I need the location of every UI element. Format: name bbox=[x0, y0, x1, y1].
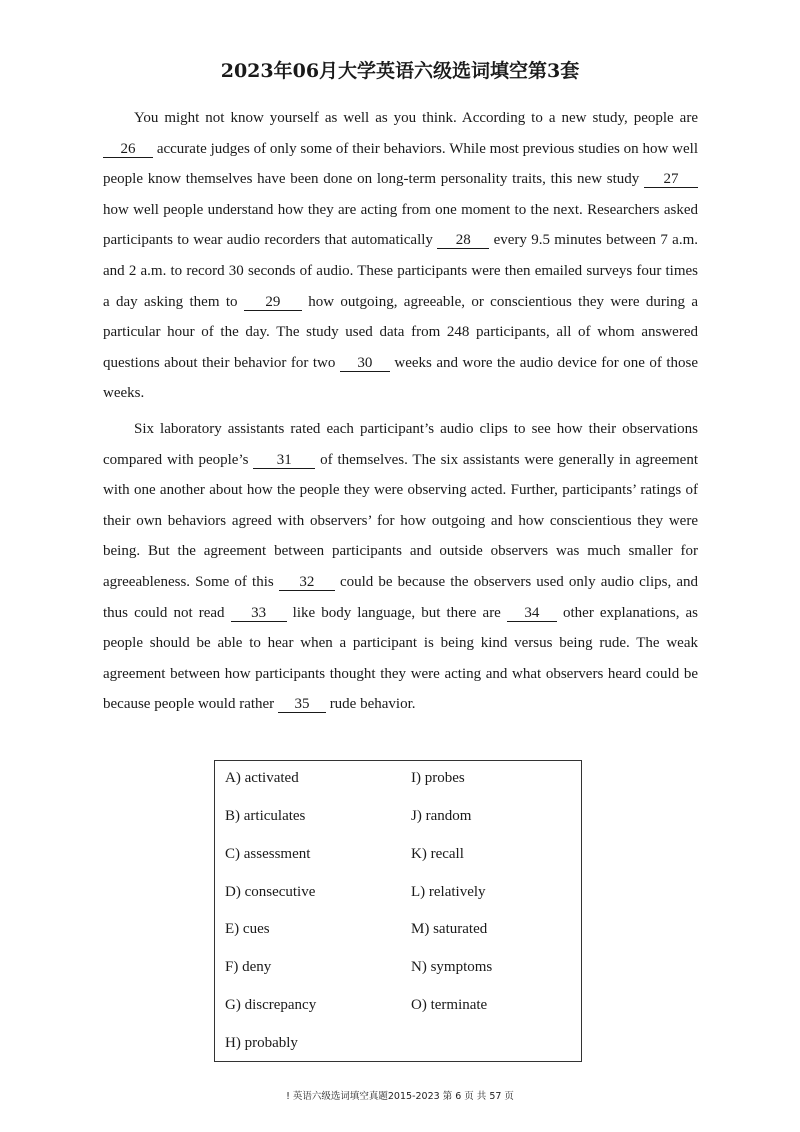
option-d: D) consecutive bbox=[225, 884, 316, 900]
passage-text: You might not know yourself as well as you think. According to a new study, people are bbox=[134, 110, 698, 126]
option-n: N) symptoms bbox=[411, 959, 493, 975]
option-j: J) random bbox=[411, 808, 472, 824]
option-m: M) saturated bbox=[411, 921, 488, 937]
option-l: L) relatively bbox=[411, 884, 486, 900]
passage-text: every 9.5 minutes between 7 a.m. and 2 a.m. to record 30 seconds of audio. These participants were then emailed surveys four times a day asking them to bbox=[103, 232, 698, 310]
word-bank bbox=[214, 760, 582, 1062]
page-footer: ! 英语六级选词填空真题2015-2023 第 6 页 共 57 页 bbox=[286, 1091, 514, 1102]
option-b: B) articulates bbox=[225, 808, 306, 824]
passage-paragraph-2 bbox=[103, 414, 698, 720]
blank-28: 28 bbox=[437, 232, 489, 249]
blank-33: 33 bbox=[231, 605, 287, 622]
option-e: E) cues bbox=[225, 921, 270, 937]
passage-text: weeks and wore the audio device for one of those weeks. bbox=[103, 354, 698, 402]
blank-29: 29 bbox=[244, 294, 302, 311]
option-c: C) assessment bbox=[225, 846, 311, 862]
option-i: I) probes bbox=[411, 770, 465, 786]
blank-34: 34 bbox=[507, 605, 557, 622]
option-a: A) activated bbox=[225, 770, 299, 786]
blank-27: 27 bbox=[644, 171, 698, 188]
passage-text: how well people understand how they are acting from one moment to the next. Researchers asked participants to wear audio recorders that automatically bbox=[103, 201, 698, 249]
blank-30: 30 bbox=[340, 355, 390, 372]
page-title: 2023年06月大学英语六级选词填空第3套 bbox=[220, 60, 580, 82]
passage-text: like body language, but there are bbox=[286, 604, 507, 621]
blank-31: 31 bbox=[253, 452, 315, 469]
passage-text: other explanations, as people should be able to hear when a participant is being kind versus being rude. The weak agreement between how participants thought they were acting and what observers heard could be because people would rather bbox=[103, 604, 699, 713]
passage-text: of themselves. The six assistants were generally in agreement with one another about how the people they were observing acted. Further, participants’ ratings of their own behaviors agreed with observers’ for how outgoing and how conscientious they were being. But the agreement between participants and outside observers was much smaller for agreeableness. Some of this bbox=[103, 451, 698, 590]
blank-32: 32 bbox=[279, 574, 335, 591]
option-f: F) deny bbox=[225, 959, 272, 975]
passage-text: how outgoing, agreeable, or conscientious they were during a particular hour of the day. The study used data from 248 participants, all of whom answered questions about their behavior for two bbox=[103, 293, 698, 371]
passage-text: could be because the observers used only audio clips, and thus could not read bbox=[103, 573, 698, 621]
passage-text: accurate judges of only some of their behaviors. While most previous studies on how well people know themselves have been done on long-term personality traits, this new study bbox=[103, 140, 698, 188]
option-k: K) recall bbox=[411, 846, 464, 862]
option-g: G) discrepancy bbox=[225, 997, 317, 1013]
option-o: O) terminate bbox=[411, 997, 488, 1013]
passage-paragraph-1 bbox=[103, 103, 698, 409]
blank-26: 26 bbox=[103, 141, 153, 158]
passage-text: rude behavior. bbox=[325, 696, 416, 713]
option-h: H) probably bbox=[225, 1035, 298, 1051]
blank-35: 35 bbox=[278, 696, 326, 713]
passage-text: Six laboratory assistants rated each participant’s audio clips to see how their observations compared with people’s bbox=[103, 421, 698, 468]
